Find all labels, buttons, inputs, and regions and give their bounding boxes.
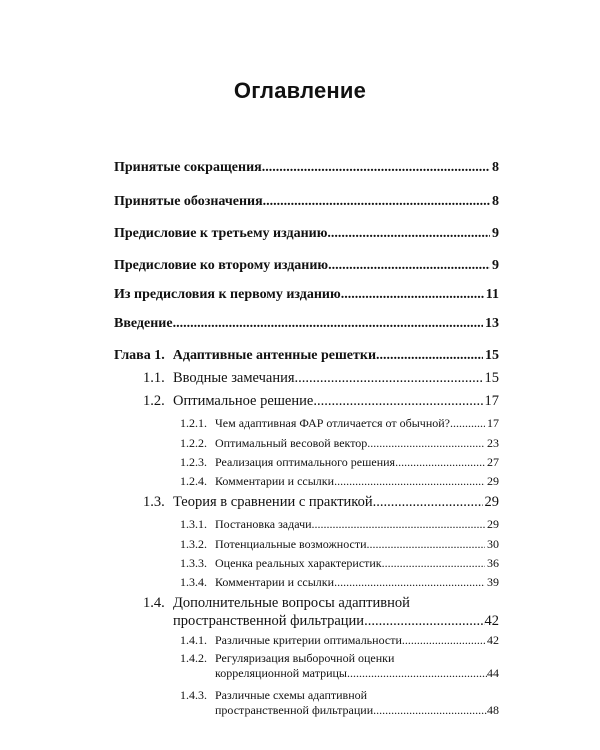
- leader-dots: [312, 517, 485, 532]
- toc-section-number: 1.4.: [143, 595, 165, 611]
- toc-entry-page: 36: [487, 556, 499, 570]
- leader-dots: [328, 258, 490, 274]
- toc-entry-label: Адаптивные антенные решетки: [172, 348, 377, 363]
- toc-subsection-number: 1.3.3.: [180, 556, 207, 570]
- toc-entry-page: 11: [485, 287, 499, 302]
- toc-subsection-number: 1.2.2.: [180, 436, 207, 450]
- leader-dots: [347, 666, 487, 681]
- toc-subsection-number: 1.3.4.: [180, 575, 207, 589]
- toc-entry[interactable]: [114, 194, 499, 210]
- toc-chapter-entry[interactable]: [114, 348, 499, 364]
- toc-section-entry[interactable]: [143, 494, 499, 511]
- toc-entry-page: 39: [487, 575, 499, 589]
- leader-dots: [341, 287, 484, 303]
- toc-entry-page: 42: [484, 613, 499, 629]
- toc-section-number: 1.2.: [143, 393, 165, 409]
- leader-dots: [395, 455, 485, 470]
- leader-dots: [367, 436, 485, 451]
- toc-subsection-number: 1.3.2.: [180, 537, 207, 551]
- toc-chapter-number: Глава 1.: [114, 348, 165, 363]
- toc-entry-label: Различные критерии оптимальности: [215, 633, 402, 647]
- leader-dots: [373, 494, 483, 511]
- leader-dots: [402, 633, 485, 648]
- toc-entry-page: 42: [487, 633, 499, 647]
- leader-dots: [262, 160, 490, 176]
- toc-section-entry[interactable]: [143, 393, 499, 410]
- toc-section-number: 1.1.: [143, 370, 165, 386]
- toc-subsection-entry[interactable]: [180, 633, 499, 648]
- toc-subsection-number: 1.2.1.: [180, 416, 207, 430]
- toc-entry-page: 9: [492, 258, 499, 273]
- toc-entry-label: Оценка реальных характеристик: [215, 556, 382, 570]
- toc-entry-label: Теория в сравнении с практикой: [173, 494, 373, 510]
- toc-entry-label: Чем адаптивная ФАР отличается от обычной?: [215, 416, 450, 430]
- toc-entry-label: Оптимальный весовой вектор: [215, 436, 368, 450]
- leader-dots: [382, 556, 485, 571]
- leader-dots: [334, 474, 485, 489]
- leader-dots: [367, 537, 486, 552]
- toc-entry-label-line2: корреляционной матрицы: [215, 666, 347, 680]
- toc-entry-label-line1: Дополнительные вопросы адаптивной: [173, 595, 410, 611]
- toc-subsection-number: 1.4.2.: [180, 651, 207, 665]
- toc-subsection-entry[interactable]: [180, 537, 499, 552]
- toc-entry-page: 29: [487, 517, 499, 531]
- toc-entry-page: 15: [484, 370, 499, 386]
- toc-entry-label-line1: Регуляризация выборочной оценки: [215, 651, 395, 665]
- toc-entry-label: Реализация оптимального решения: [215, 455, 396, 469]
- toc-entry-label-line1: Различные схемы адаптивной: [215, 688, 368, 702]
- toc-subsection-number: 1.4.1.: [180, 633, 207, 647]
- toc-entry[interactable]: [114, 160, 499, 176]
- toc-entry-page: 29: [487, 474, 499, 488]
- toc-entry-page: 44: [487, 666, 499, 680]
- leader-dots: [450, 416, 485, 431]
- toc-subsection-number: 1.3.1.: [180, 517, 207, 531]
- toc-entry-label: Вводные замечания: [173, 370, 295, 386]
- toc-subsection-entry[interactable]: [180, 436, 499, 451]
- leader-dots: [373, 703, 487, 718]
- toc-section-number: 1.3.: [143, 494, 165, 510]
- leader-dots: [295, 370, 483, 387]
- toc-entry-page: 15: [485, 348, 499, 363]
- toc-subsection-entry[interactable]: [180, 575, 499, 590]
- toc-entry-label: Введение: [114, 316, 173, 331]
- leader-dots: [313, 393, 482, 410]
- toc-entry-label: Постановка задачи: [215, 517, 312, 531]
- page-title: Оглавление: [233, 78, 367, 103]
- toc-entry-page: 27: [487, 455, 499, 469]
- toc-entry-label: Принятые обозначения: [114, 194, 263, 209]
- toc-entry[interactable]: [114, 226, 499, 242]
- toc-subsection-number: 1.2.3.: [180, 455, 207, 469]
- leader-dots: [376, 348, 483, 364]
- toc-entry-page: 17: [487, 416, 499, 430]
- toc-entry-page: 8: [492, 194, 499, 209]
- toc-entry-label-line2: пространственной фильтрации: [215, 703, 374, 717]
- toc-entry[interactable]: [114, 287, 499, 303]
- toc-subsection-number: 1.2.4.: [180, 474, 207, 488]
- toc-subsection-number: 1.4.3.: [180, 688, 207, 702]
- toc-subsection-entry[interactable]: [180, 455, 499, 470]
- toc-entry-page: 17: [484, 393, 499, 409]
- toc-entry-page: 29: [484, 494, 499, 510]
- toc-entry-label: Принятые сокращения: [114, 160, 262, 175]
- toc-entry-label: Предисловие к третьему изданию: [114, 226, 328, 241]
- leader-dots: [263, 194, 490, 210]
- toc-entry-label-line2: пространственной фильтрации: [173, 613, 365, 629]
- toc-entry-page: 9: [492, 226, 499, 241]
- toc-entry-label: Комментарии и ссылки: [215, 474, 335, 488]
- toc-entry-page: 13: [485, 316, 499, 331]
- toc-entry-page: 48: [487, 703, 499, 717]
- toc-entry-page: 23: [487, 436, 499, 450]
- toc-entry[interactable]: [114, 316, 499, 332]
- leader-dots: [364, 612, 484, 630]
- toc-entry-label: Потенциальные возможности: [215, 537, 367, 551]
- toc-subsection-entry[interactable]: [180, 416, 499, 431]
- leader-dots: [173, 316, 483, 332]
- toc-entry-label: Предисловие ко второму изданию: [114, 258, 329, 273]
- toc-entry-page: 8: [492, 160, 499, 175]
- leader-dots: [334, 575, 485, 590]
- leader-dots: [327, 226, 490, 242]
- toc-entry-label: Оптимальное решение: [173, 393, 314, 409]
- toc-entry[interactable]: [114, 258, 499, 274]
- toc-subsection-entry[interactable]: [180, 474, 499, 489]
- toc-entry-page: 30: [487, 537, 499, 551]
- toc-section-entry[interactable]: [143, 370, 499, 387]
- toc-entry-label: Из предисловия к первому изданию: [114, 287, 341, 302]
- toc-entry-label: Комментарии и ссылки: [215, 575, 335, 589]
- toc-subsection-entry[interactable]: [180, 556, 499, 571]
- toc-subsection-entry[interactable]: [180, 517, 499, 532]
